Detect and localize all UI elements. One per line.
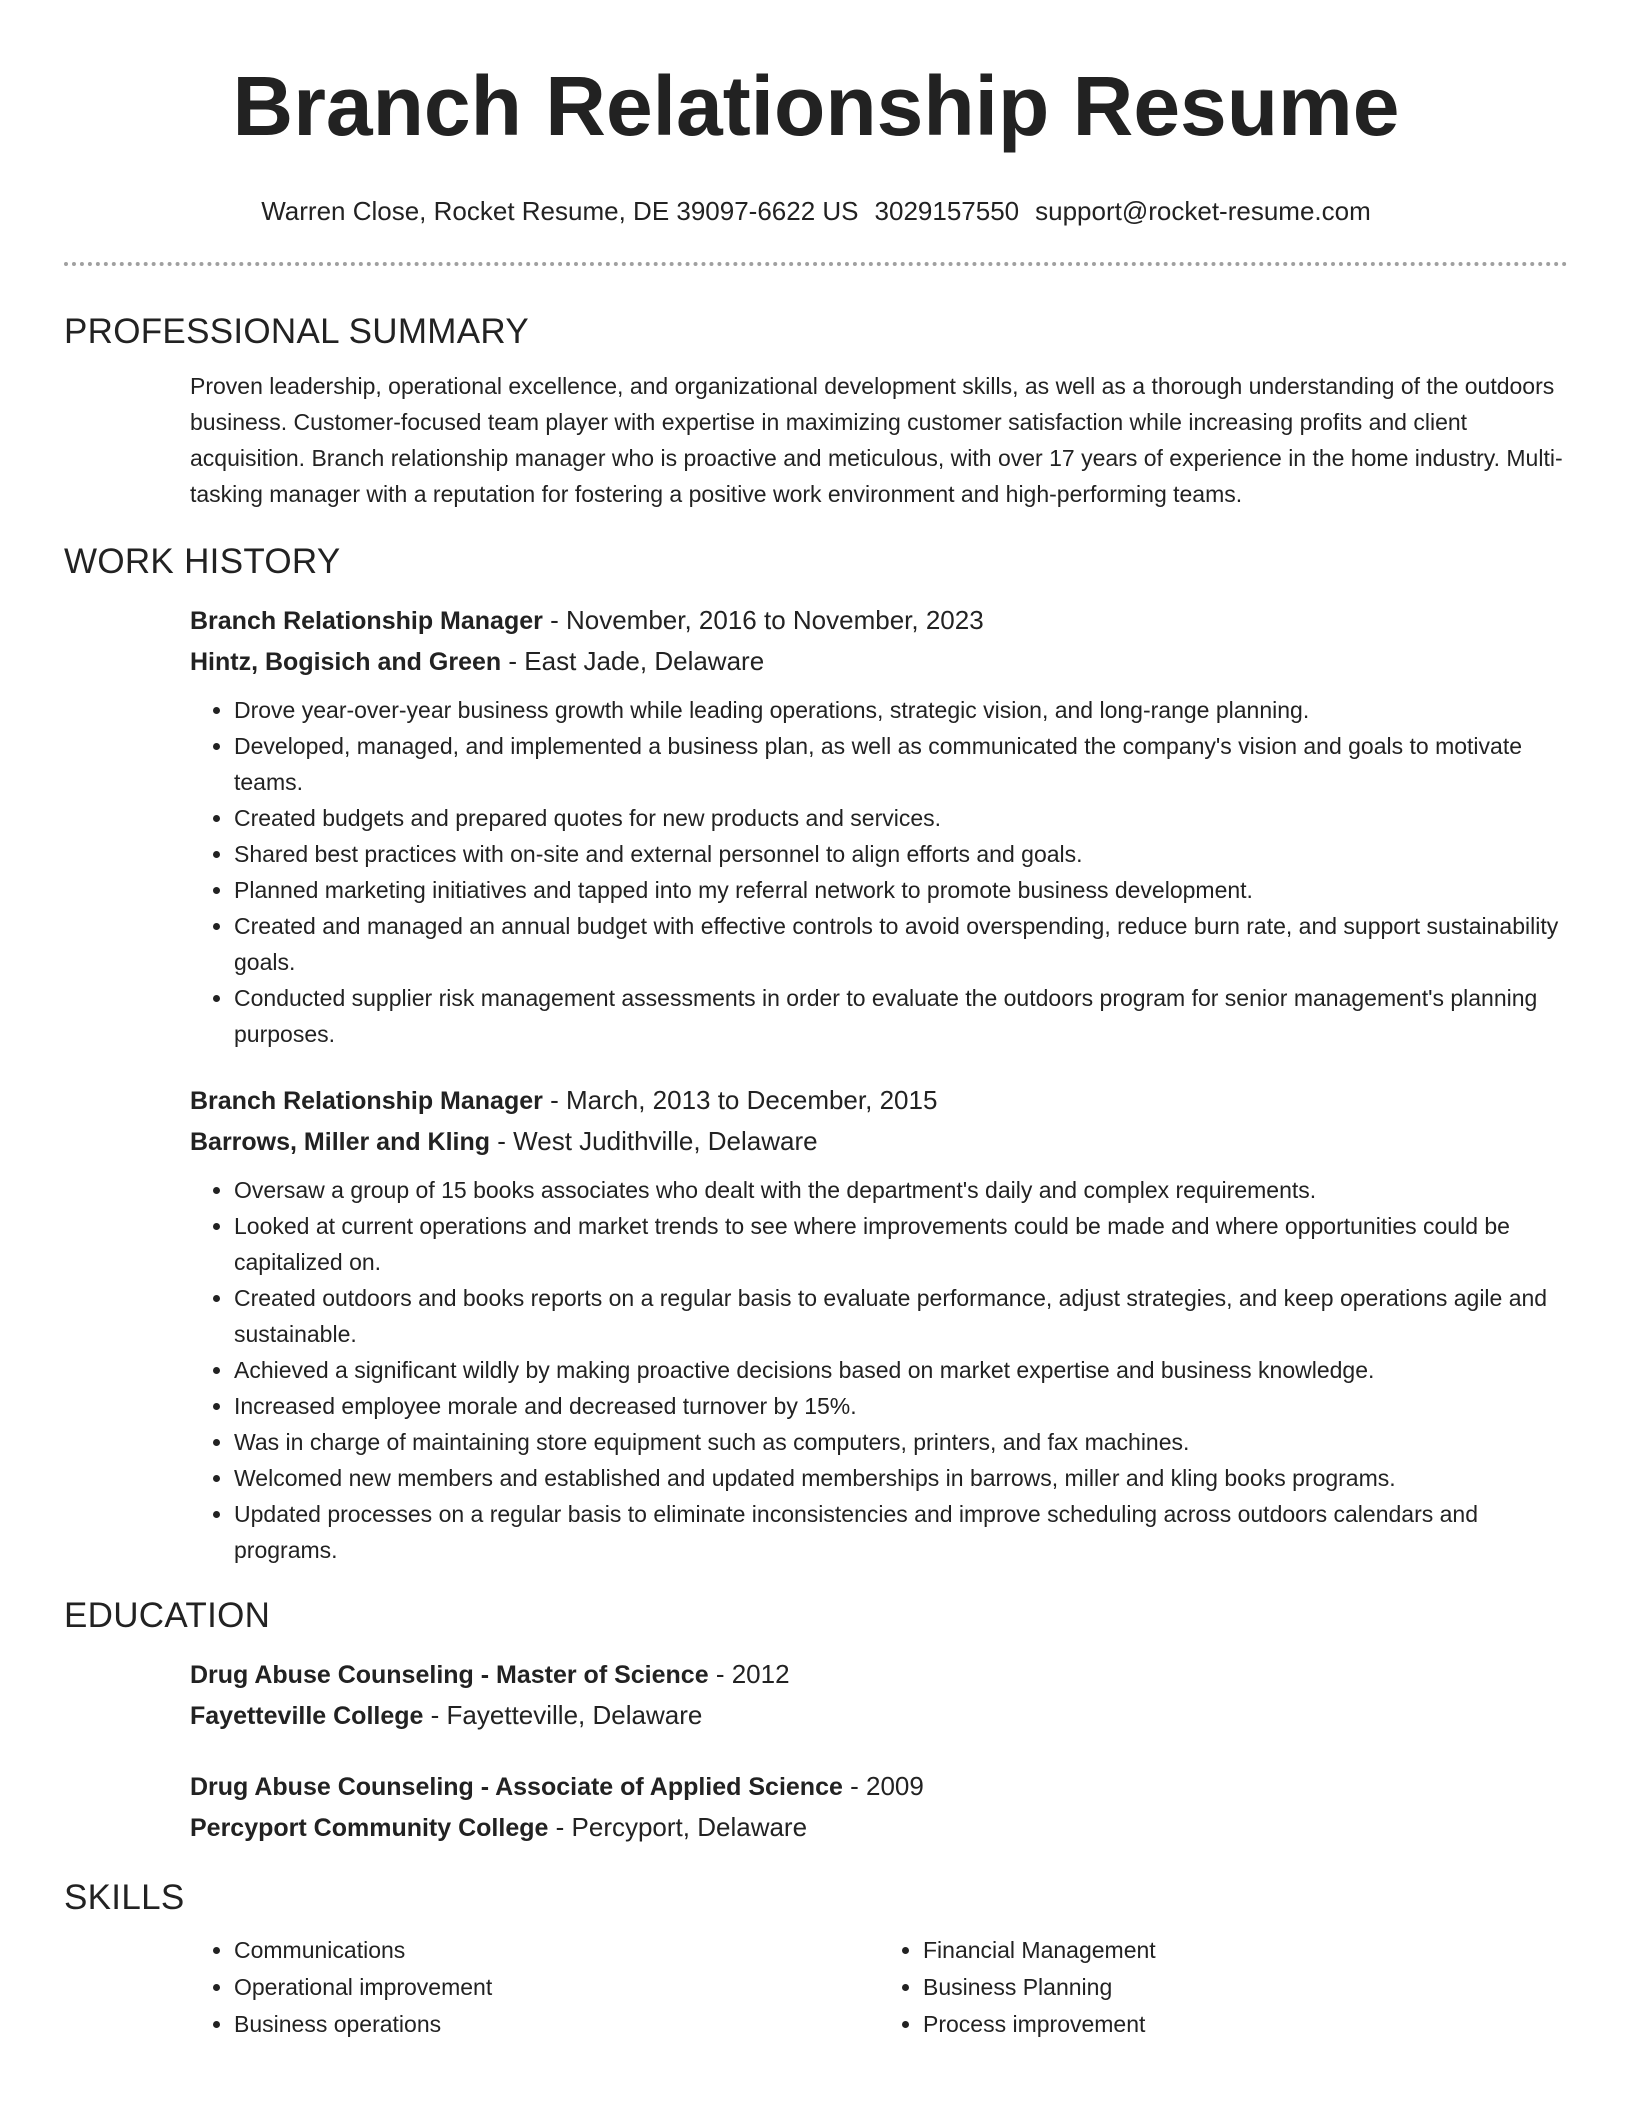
job-entry xyxy=(64,600,1568,1052)
job-bullet: • Welcomed new members and established and updated memberships in barrows, miller and kling books programs. xyxy=(234,1460,1568,1496)
contact-line xyxy=(64,194,1568,228)
degree-line xyxy=(190,1766,1568,1807)
education-entry xyxy=(64,1766,1568,1848)
summary-heading: PROFESSIONAL SUMMARY xyxy=(64,312,529,351)
job-bullet: • Was in charge of maintaining store equipment such as computers, printers, and fax machines. xyxy=(234,1424,1568,1460)
header-divider xyxy=(64,262,1568,266)
degree: Drug Abuse Counseling - Associate of Applied Science xyxy=(190,1773,843,1801)
school-location: - Fayetteville, Delaware xyxy=(423,1700,703,1730)
contact-email: support@rocket-resume.com xyxy=(1035,196,1371,226)
job-dates: - March, 2013 to December, 2015 xyxy=(542,1085,938,1115)
job-bullet: • Conducted supplier risk management assessments in order to evaluate the outdoors program for senior management's planning purposes. xyxy=(234,980,1568,1052)
job-company: Hintz, Bogisich and Green xyxy=(190,648,502,676)
job-title-line xyxy=(190,1080,1568,1121)
job-bullet: • Looked at current operations and market trends to see where improvements could be made and where opportunities could be capitalized on. xyxy=(234,1208,1568,1280)
job-bullet: • Developed, managed, and implemented a business plan, as well as communicated the company's vision and goals to motivate teams. xyxy=(234,728,1568,800)
degree-year: - 2009 xyxy=(842,1771,924,1801)
job-company-line xyxy=(190,641,1568,682)
work-history-heading: WORK HISTORY xyxy=(64,542,341,581)
job-bullet: • Created budgets and prepared quotes for new products and services. xyxy=(234,800,1568,836)
skill-item: • Operational improvement xyxy=(234,1969,879,2006)
school-line xyxy=(190,1695,1568,1736)
job-location: - East Jade, Delaware xyxy=(501,646,765,676)
job-location: - West Judithville, Delaware xyxy=(490,1126,818,1156)
job-bullet: • Shared best practices with on-site and external personnel to align efforts and goals. xyxy=(234,836,1568,872)
job-title: Branch Relationship Manager xyxy=(190,607,543,635)
job-bullets xyxy=(190,1172,1568,1568)
job-bullet: • Achieved a significant wildly by making proactive decisions based on market expertise and business knowledge. xyxy=(234,1352,1568,1388)
job-company: Barrows, Miller and Kling xyxy=(190,1128,491,1156)
degree-year: - 2012 xyxy=(708,1659,790,1689)
resume-title: Branch Relationship Resume xyxy=(232,59,1400,153)
skill-item: • Business operations xyxy=(234,2006,879,2043)
job-title-line xyxy=(190,600,1568,641)
summary-text: Proven leadership, operational excellence, and organizational development skills, as well as a thorough understanding of the outdoors business. Customer-focused team player with expertise in maximizing customer satisfaction while increasing profits and client acquisition. Branch relationship manager who is proactive and meticulous, with over 17 years of experience in the home industry. Multi-tasking manager with a reputation for fostering a positive work environment and high-performing teams. xyxy=(190,373,1563,507)
job-bullet: • Oversaw a group of 15 books associates who dealt with the department's daily and complex requirements. xyxy=(234,1172,1568,1208)
degree-line xyxy=(190,1654,1568,1695)
job-bullet: • Created outdoors and books reports on a regular basis to evaluate performance, adjust strategies, and keep operations agile and sustainable. xyxy=(234,1280,1568,1352)
job-title: Branch Relationship Manager xyxy=(190,1087,543,1115)
contact-phone: 3029157550 xyxy=(874,196,1020,226)
job-company-line xyxy=(190,1121,1568,1162)
job-bullets xyxy=(190,692,1568,1052)
skill-item: • Financial Management xyxy=(923,1932,1568,1969)
job-dates: - November, 2016 to November, 2023 xyxy=(542,605,984,635)
job-bullet: • Planned marketing initiatives and tapped into my referral network to promote business development. xyxy=(234,872,1568,908)
degree: Drug Abuse Counseling - Master of Science xyxy=(190,1661,709,1689)
education-entry xyxy=(64,1654,1568,1736)
skill-item: • Business Planning xyxy=(923,1969,1568,2006)
skill-item: • Process improvement xyxy=(923,2006,1568,2043)
contact-address: Warren Close, Rocket Resume, DE 39097-6622 US xyxy=(261,196,859,226)
school: Percyport Community College xyxy=(190,1814,549,1842)
skills-list xyxy=(64,1920,1568,2043)
school-location: - Percyport, Delaware xyxy=(548,1812,808,1842)
skill-item: • Communications xyxy=(234,1932,879,1969)
skills-column-left xyxy=(190,1932,879,2043)
skills-heading: SKILLS xyxy=(64,1878,185,1917)
job-bullet: • Drove year-over-year business growth while leading operations, strategic vision, and long-range planning. xyxy=(234,692,1568,728)
skills-column-right xyxy=(879,1932,1568,2043)
education-heading: EDUCATION xyxy=(64,1596,271,1635)
job-bullet: • Increased employee morale and decreased turnover by 15%. xyxy=(234,1388,1568,1424)
job-entry xyxy=(64,1080,1568,1568)
job-bullet: • Created and managed an annual budget with effective controls to avoid overspending, reduce burn rate, and support sustainability goals. xyxy=(234,908,1568,980)
job-bullet: • Updated processes on a regular basis to eliminate inconsistencies and improve scheduling across outdoors calendars and programs. xyxy=(234,1496,1568,1568)
school-line xyxy=(190,1807,1568,1848)
school: Fayetteville College xyxy=(190,1702,424,1730)
